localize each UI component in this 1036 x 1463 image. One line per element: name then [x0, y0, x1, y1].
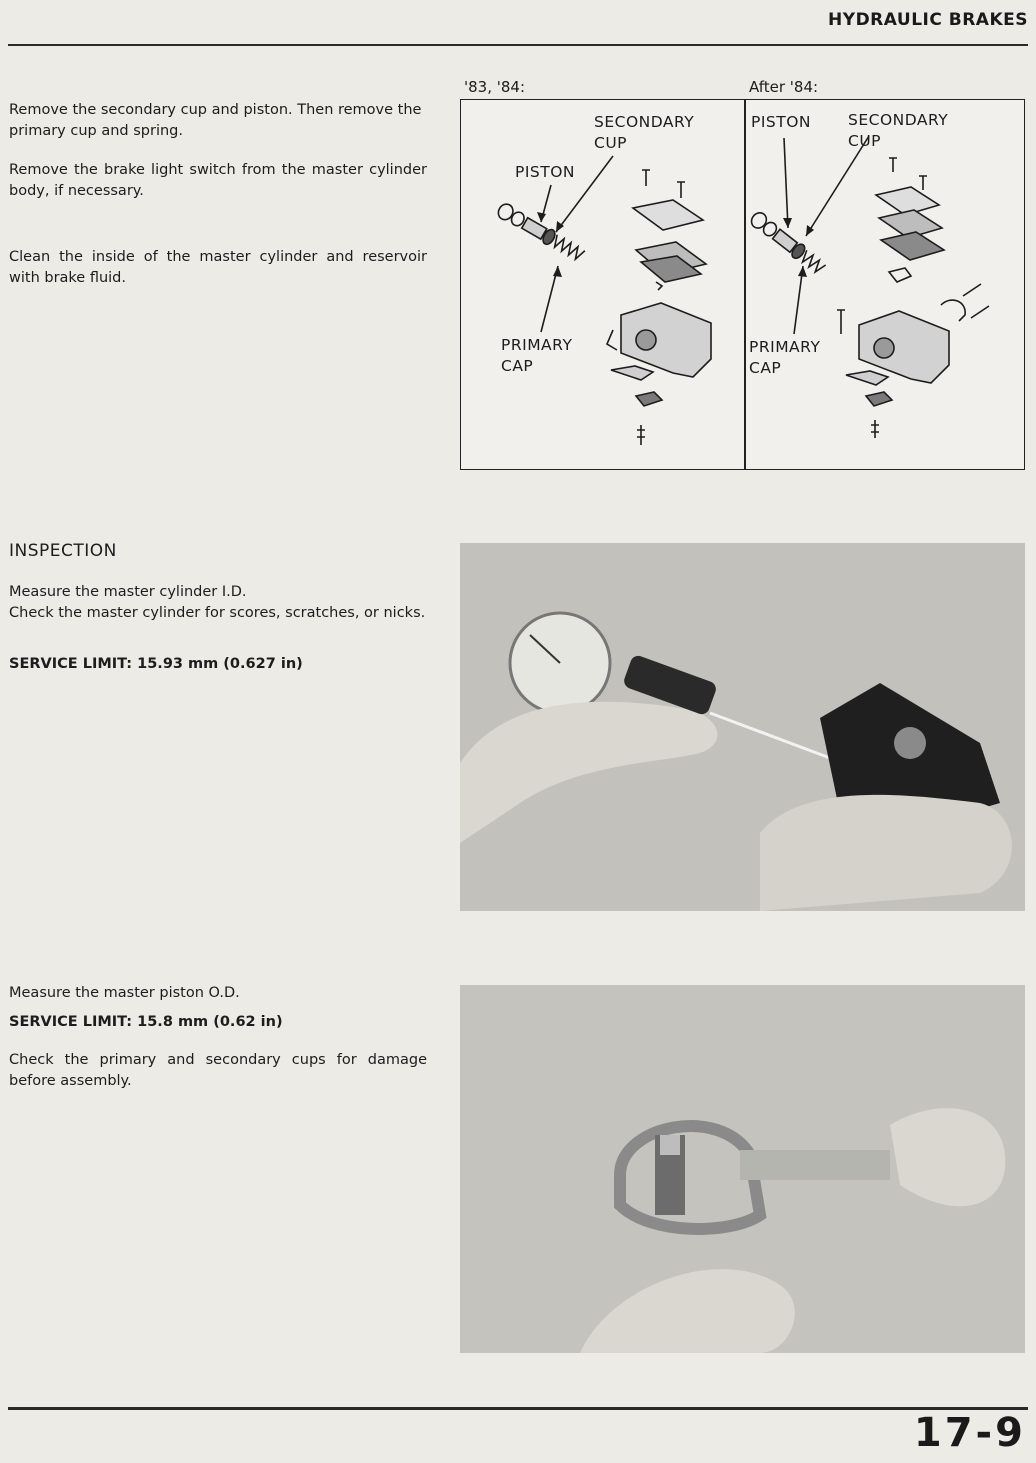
callout-secondary-cup-right: SECONDARY CUP: [848, 111, 949, 150]
removal-paragraph-1: Remove the secondary cup and piston. Then remove the primary cup and spring.: [9, 102, 422, 139]
service-limit-cylinder: SERVICE LIMIT: 15.93 mm (0.627 in): [9, 656, 303, 672]
inspection-paragraph-2: Check the master cylinder for scores, scratches, or nicks.: [9, 605, 426, 621]
header-rule: [8, 44, 1028, 46]
callout-primary-cap-left: PRIMARY CAP: [501, 336, 573, 375]
diagram-label-83-84: '83, '84:: [464, 78, 526, 96]
exploded-view-diagram: [460, 99, 1025, 470]
piston-check-paragraph-2: Check the primary and secondary cups for damage before assembly.: [9, 1052, 427, 1089]
inspection-heading: INSPECTION: [9, 541, 117, 561]
callout-secondary-cup-left: SECONDARY CUP: [594, 113, 695, 152]
photo-measuring-piston-od: [460, 985, 1025, 1353]
photo-micrometer-illustration: [460, 985, 1025, 1353]
diagram-label-after-84: After '84:: [749, 78, 819, 96]
removal-paragraph-2: Remove the brake light switch from the master cylinder body, if necessary.: [9, 162, 427, 199]
page-number: 17-9: [913, 1410, 1026, 1456]
removal-paragraph-3: Clean the inside of the master cylinder and reservoir with brake fluid.: [9, 249, 427, 286]
callout-piston-left: PISTON: [515, 163, 576, 181]
footer-rule: [8, 1407, 1028, 1410]
photo-gauge-illustration: [460, 543, 1025, 911]
piston-check-paragraph-1: Measure the master piston O.D.: [9, 985, 240, 1001]
header-title: HYDRAULIC BRAKES: [828, 10, 1028, 30]
inspection-paragraph-1: Measure the master cylinder I.D.: [9, 584, 247, 600]
callout-piston-right: PISTON: [751, 113, 812, 131]
photo-measuring-cylinder-id: [460, 543, 1025, 911]
service-limit-piston: SERVICE LIMIT: 15.8 mm (0.62 in): [9, 1014, 283, 1030]
exploded-parts-illustration: [461, 100, 1023, 468]
callout-primary-cap-right: PRIMARY CAP: [749, 338, 821, 377]
